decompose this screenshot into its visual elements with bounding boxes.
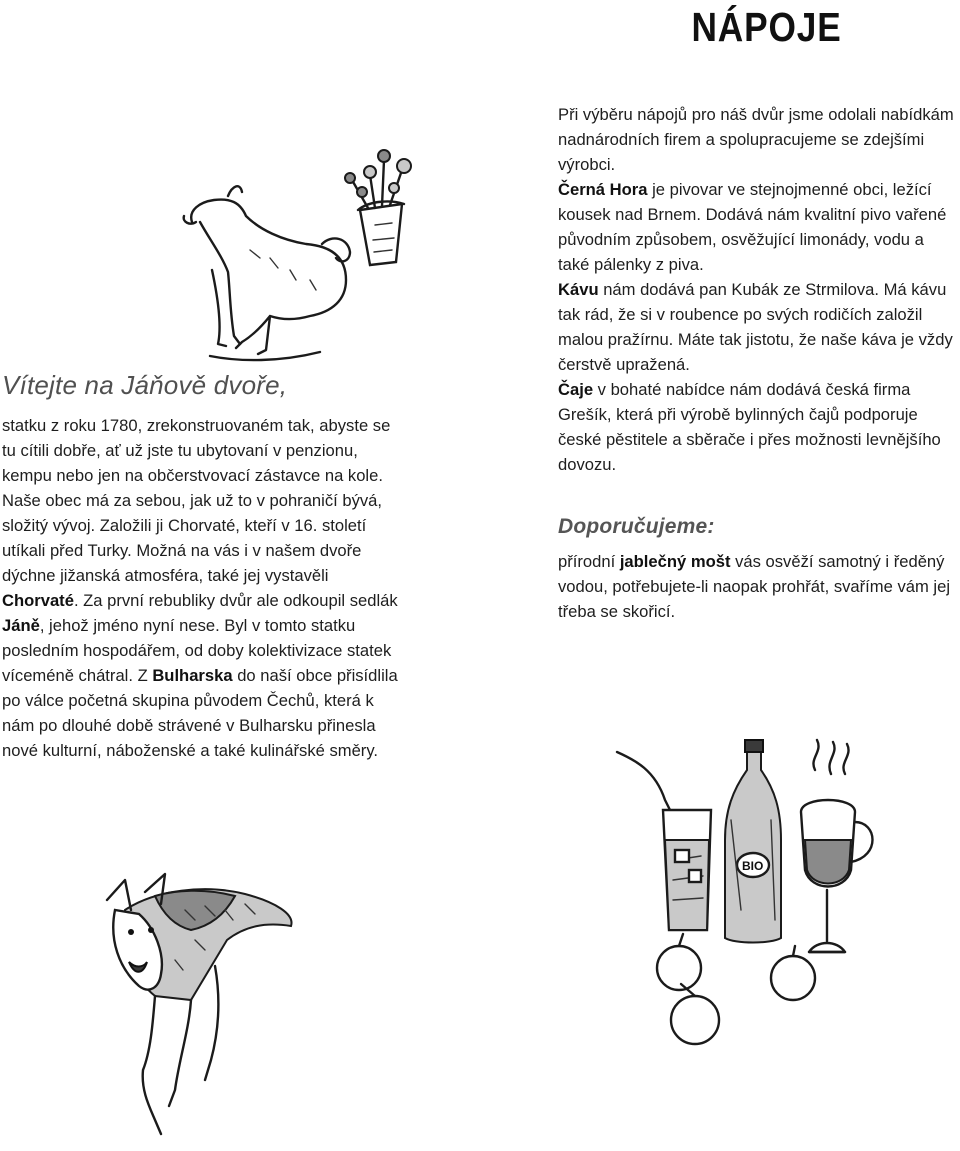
beer-text: je pivovar ve stejnojmenné obci, ležící kousek nad Brnem. Dodává nám kvalitní pivo vařené původním způsobem, osvěžující limonády, vodu a také pálenky z piva. <box>558 180 947 274</box>
recommendation-text-part: přírodní <box>558 552 620 571</box>
welcome-text <box>2 413 402 763</box>
coffee-text: nám dodává pan Kubák ze Strmilova. Má kávu tak rád, že si v roubence po svých rodičích založil malou pražírnu. Máte tak jistotu, že naše káva je vždy čerstvě upražená. <box>558 280 953 374</box>
welcome-heading: Vítejte na Jáňově dvoře, <box>2 370 288 400</box>
page-title: NÁPOJE <box>691 4 842 50</box>
highlight-bulharska: Bulharska <box>152 666 233 685</box>
drinks-illustration <box>605 730 895 1060</box>
drinks-intro: Při výběru nápojů pro náš dvůr jsme odolali nabídkám nadnárodních firem a spolupracujeme se zdejšími výrobci. <box>558 105 954 174</box>
highlight-chorvate: Chorvaté <box>2 591 74 610</box>
welcome-column <box>2 370 402 763</box>
drinks-column <box>558 102 958 624</box>
drinks-text <box>558 102 958 477</box>
tea-text: v bohaté nabídce nám dodává česká firma Grešík, která při výrobě bylinných čajů podporuje české pěstitele a sběrače i přes možnosti levnějšího dovozu. <box>558 380 941 474</box>
recommendation-text <box>558 549 958 624</box>
fox-illustration <box>95 870 325 1140</box>
welcome-text-part: statku z roku 1780, zrekonstruovaném tak, abyste se tu cítili dobře, ať už jste tu ubytovaní v penzionu, kempu nebo jen na občerstvovací zástavce na kole. Naše obec má za sebou, jak už to v pohraničí bývá, složitý vývoj. Založili ji Chorvaté, kteří v 16. století utíkali před Turky. Možná na vás i v našem dvoře dýchne jižanská atmosféra, také jej vystavěli <box>2 416 391 585</box>
highlight-cerna-hora: Černá Hora <box>558 180 648 199</box>
highlight-jablecny-most: jablečný mošt <box>619 552 731 571</box>
welcome-text-part: . Za první rebubliky dvůr ale odkoupil sedlák <box>73 591 398 610</box>
recommendation-text-part: vás osvěží samotný i ředěný vodou, potřebujete-li naopak prohřát, svaříme vám jej třeba se skořicí. <box>558 552 951 621</box>
bottle-label: BIO <box>742 859 764 873</box>
dog-with-flowerpot-illustration <box>170 130 440 370</box>
highlight-caje: Čaje <box>558 380 594 399</box>
welcome-text-part: , jehož jméno nyní nese. Byl v tomto statku posledním hospodářem, od doby kolektivizace statek víceméně chátral. Z <box>2 616 392 685</box>
highlight-jane: Jáně <box>2 616 40 635</box>
welcome-text-part: do naší obce přisídlila po válce početná skupina původem Čechů, která k nám po dlouhé době strávené v Bulharsku přinesla nové kulturní, náboženské a také kulinářské směry. <box>2 666 398 760</box>
highlight-kavu: Kávu <box>558 280 599 299</box>
recommendation-heading: Doporučujeme: <box>558 515 715 538</box>
